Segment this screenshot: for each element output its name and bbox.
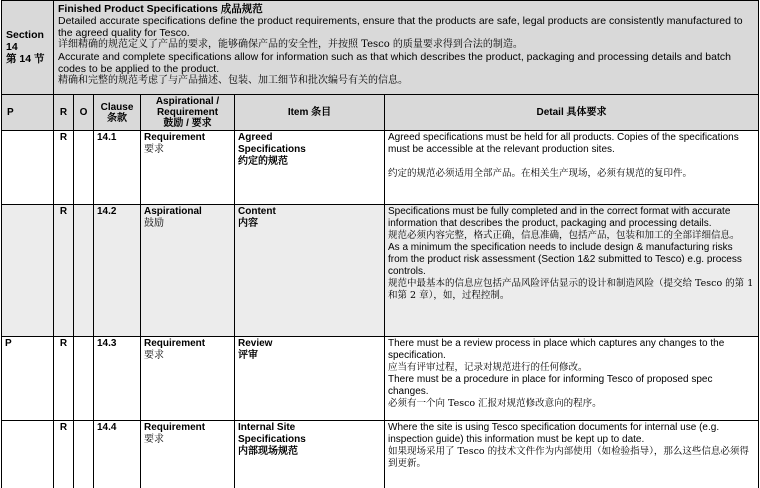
row-o — [74, 131, 94, 205]
header-aspirational — [141, 95, 235, 131]
row-r: R — [54, 131, 74, 205]
detail-en-2: As a minimum the specification needs to include design & manufacturing risks from the product risk assessment (Section 1&2 submitted to Tesco) e.g. process controls. — [388, 242, 742, 277]
table-row — [2, 205, 759, 337]
row-item-en: Content — [238, 206, 276, 217]
row-item-en: Review — [238, 338, 273, 349]
detail-en-1: Specifications must be fully completed and in the correct format with accurate information that describes the product, packaging and processing details. — [388, 206, 731, 229]
section-header-row — [2, 1, 759, 95]
header-p: P — [2, 95, 54, 131]
detail-cn-1: 应当有评审过程，记录对规范进行的任何修改。 — [388, 362, 588, 373]
header-asp-cn: 鼓励 / 要求 — [163, 118, 212, 129]
section-label: Section — [6, 29, 44, 41]
row-clause: 14.3 — [94, 337, 141, 421]
header-detail: Detail 具体要求 — [385, 95, 759, 131]
detail-cn-2: 必须有一个向 Tesco 汇报对规范修改意向的程序。 — [388, 398, 602, 409]
row-type-en: Requirement — [144, 338, 206, 349]
section-number: 14 — [6, 41, 18, 53]
row-type-cn: 要求 — [144, 144, 164, 155]
table-row — [2, 421, 759, 488]
detail-cn-2: 规范中最基本的信息应包括产品风险评估显示的设计和制造风险（提交给 Tesco 的第 1 和第 2 章），如，过程控制。 — [388, 278, 754, 301]
row-type-en: Aspirational — [144, 206, 202, 217]
header-o: O — [74, 95, 94, 131]
section-intro-cell — [54, 1, 759, 95]
header-clause-cn: 条款 — [107, 112, 127, 124]
table-row — [2, 337, 759, 421]
row-detail — [385, 205, 759, 337]
row-type-cn: 鼓励 — [144, 218, 164, 229]
section-title: Finished Product Specifications 成品规范 — [58, 3, 263, 15]
table-row — [2, 131, 759, 205]
row-item-cn: 约定的规范 — [238, 156, 288, 167]
row-o — [74, 337, 94, 421]
row-item — [235, 337, 385, 421]
row-type-cn: 要求 — [144, 350, 164, 361]
row-type — [141, 131, 235, 205]
row-detail — [385, 337, 759, 421]
row-type — [141, 337, 235, 421]
column-header-row — [2, 95, 759, 131]
row-item — [235, 205, 385, 337]
row-r: R — [54, 205, 74, 337]
row-type — [141, 205, 235, 337]
detail-en-2: There must be a procedure in place for informing Tesco of proposed spec changes. — [388, 374, 713, 397]
header-r: R — [54, 95, 74, 131]
section-para2-cn: 精确和完整的规范考虑了与产品描述、包装、加工细节和批次编号有关的信息。 — [58, 75, 408, 86]
detail-en-1: There must be a review process in place which captures any changes to the specification. — [388, 338, 725, 361]
row-clause: 14.2 — [94, 205, 141, 337]
section-para1-cn: 详细精确的规范定义了产品的要求，能够确保产品的安全性，并按照 Tesco 的质量要求得到合法的制造。 — [58, 39, 523, 50]
row-item-cn: 评审 — [238, 350, 258, 361]
header-item: Item 条目 — [235, 95, 385, 131]
row-o — [74, 421, 94, 488]
header-asp-en1: Aspirational / — [155, 96, 220, 107]
row-item-cn: 内部现场规范 — [238, 446, 298, 457]
header-asp-en2: Requirement — [156, 107, 219, 118]
requirements-table — [1, 0, 759, 488]
detail-cn-1: 规范必须内容完整，格式正确，信息准确，包括产品，包装和加工的全部详细信息。 — [388, 230, 740, 241]
detail-cn-1: 如果现场采用了 Tesco 的技术文件作为内部使用（如检验指导），那么这些信息必须得到更新。 — [388, 446, 749, 469]
row-type — [141, 421, 235, 488]
row-clause: 14.1 — [94, 131, 141, 205]
row-detail — [385, 421, 759, 488]
detail-en-1: Agreed specifications must be held for all products. Copies of the specifications must be accessible at the relevant production sites. — [388, 132, 739, 155]
detail-cn-1: 约定的规范必须适用全部产品。在相关生产现场，必须有规范的复印件。 — [388, 168, 693, 179]
row-type-en: Requirement — [144, 422, 206, 433]
row-detail — [385, 131, 759, 205]
row-type-cn: 要求 — [144, 434, 164, 445]
row-item-cn: 内容 — [238, 218, 258, 229]
row-item — [235, 421, 385, 488]
row-item-en: Internal Site Specifications — [238, 422, 306, 445]
section-label-cn: 第 14 节 — [6, 53, 45, 65]
row-p — [2, 421, 54, 488]
section-para1-en: Detailed accurate specifications define the product requirements, ensure that the products are safe, legal products are consistently manufactured to the agreed quality for Tesco. — [58, 15, 743, 39]
header-clause — [94, 95, 141, 131]
row-item-en: Agreed Specifications — [238, 132, 306, 155]
row-p — [2, 131, 54, 205]
row-p: P — [2, 337, 54, 421]
section-label-cell — [2, 1, 54, 95]
detail-en-1: Where the site is using Tesco specification documents for internal use (e.g. inspection guide) this information must be kept up to date. — [388, 422, 720, 445]
row-o — [74, 205, 94, 337]
header-clause-en: Clause — [100, 101, 134, 113]
row-type-en: Requirement — [144, 132, 206, 143]
row-r: R — [54, 337, 74, 421]
row-p — [2, 205, 54, 337]
row-r: R — [54, 421, 74, 488]
row-item — [235, 131, 385, 205]
row-clause: 14.4 — [94, 421, 141, 488]
section-para2-en: Accurate and complete specifications allow for information such as that which describes the product, packaging and processing details and batch codes to be applied to the product. — [58, 51, 731, 75]
